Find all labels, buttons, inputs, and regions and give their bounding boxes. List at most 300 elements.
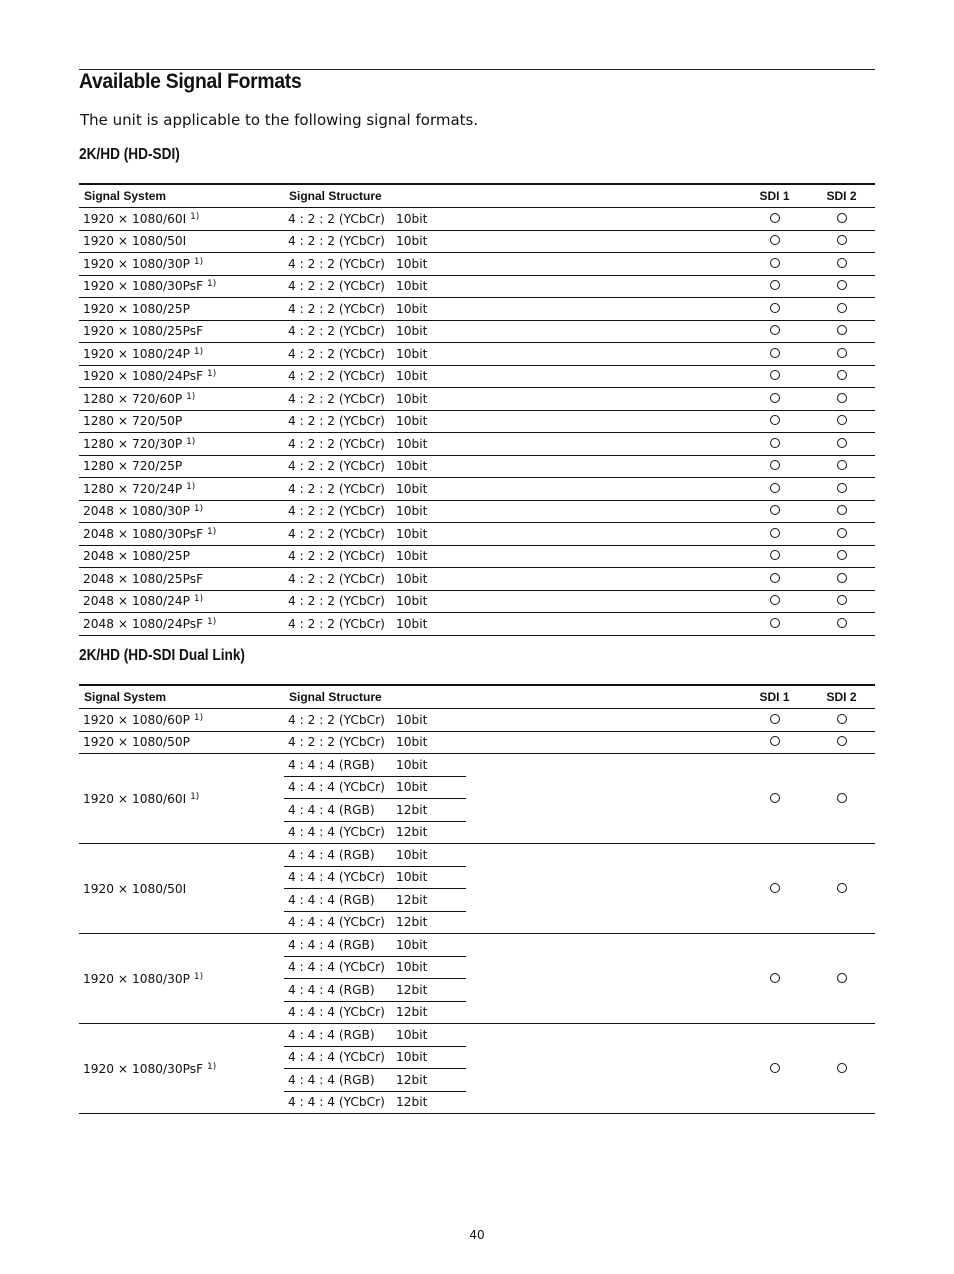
signal-system-cell (79, 523, 284, 546)
sdi2-cell (808, 230, 875, 253)
bit-depth-cell: 10bit (392, 754, 466, 777)
signal-structure-cell: 4 : 4 : 4 (YCbCr) (284, 956, 392, 979)
spacer-cell (466, 433, 741, 456)
table-row (79, 844, 875, 867)
signal-system-cell (79, 478, 284, 501)
signal-structure-cell: 4 : 2 : 2 (YCbCr) (288, 571, 385, 586)
sdi1-cell (741, 478, 808, 501)
sdi1-cell (741, 298, 808, 321)
signal-structure-cell: 4 : 2 : 2 (YCbCr) (288, 594, 385, 609)
circle-icon (837, 303, 847, 313)
sdi1-cell (741, 590, 808, 613)
signal-system-text: 1920 × 1080/30PsF (83, 1061, 204, 1076)
circle-icon (837, 438, 847, 448)
bit-depth-cell: 10bit (396, 436, 428, 451)
sdi1-cell (741, 253, 808, 276)
sdi1-cell (741, 844, 808, 934)
signal-structure-cell: 4 : 2 : 2 (YCbCr) (288, 526, 385, 541)
circle-icon (837, 550, 847, 560)
section-heading-dual-link: 2K/HD (HD-SDI Dual Link) (79, 647, 245, 664)
footnote-marker: 1) (193, 712, 204, 723)
table-row (79, 478, 875, 501)
footnote-marker: 1) (186, 436, 196, 447)
signal-system-cell (79, 298, 284, 321)
signal-system-cell (79, 1024, 284, 1114)
bit-depth-cell: 10bit (392, 1024, 466, 1047)
signal-structure-cell: 4 : 4 : 4 (YCbCr) (284, 1046, 392, 1069)
circle-icon (837, 370, 847, 380)
sdi1-cell (741, 731, 808, 754)
sdi2-cell (808, 455, 875, 478)
signal-structure-cell: 4 : 4 : 4 (RGB) (284, 1024, 392, 1047)
bit-depth-cell: 10bit (396, 324, 428, 339)
circle-icon (770, 438, 780, 448)
sdi2-cell (808, 1024, 875, 1114)
signal-system-cell (79, 343, 284, 366)
sdi2-cell (808, 343, 875, 366)
signal-system-cell (79, 320, 284, 343)
bit-depth-cell: 10bit (392, 776, 466, 799)
sdi1-cell (741, 568, 808, 591)
signal-structure-cell: 4 : 4 : 4 (RGB) (284, 1069, 392, 1092)
signal-system-cell (79, 433, 284, 456)
signal-system-cell (79, 388, 284, 411)
bit-depth-cell: 10bit (396, 526, 428, 541)
signal-structure-cell: 4 : 4 : 4 (RGB) (284, 799, 392, 822)
signal-structure-cell: 4 : 4 : 4 (RGB) (284, 934, 392, 957)
sdi2-cell (808, 410, 875, 433)
circle-icon (837, 973, 847, 983)
signal-system-cell (79, 590, 284, 613)
sdi2-cell (808, 433, 875, 456)
signal-system-text: 1920 × 1080/30P (83, 256, 190, 271)
spacer-cell (466, 1024, 741, 1114)
sdi1-cell (741, 343, 808, 366)
signal-system-text: 2048 × 1080/30PsF (83, 526, 204, 541)
signal-system-cell (79, 709, 284, 732)
circle-icon (770, 573, 780, 583)
intro-text: The unit is applicable to the following signal formats. (80, 111, 479, 129)
signal-structure-cell: 4 : 4 : 4 (YCbCr) (288, 1005, 385, 1020)
signal-system-text: 1920 × 1080/60P (83, 712, 190, 727)
circle-icon (770, 973, 780, 983)
table-row (79, 1024, 875, 1047)
sdi2-cell (808, 478, 875, 501)
signal-system-text: 2048 × 1080/25PsF (83, 571, 204, 586)
bit-depth-cell: 10bit (396, 369, 428, 384)
dual-link-table (79, 684, 875, 1114)
sdi2-cell (808, 613, 875, 636)
signal-structure-cell: 4 : 2 : 2 (YCbCr) (288, 301, 385, 316)
signal-structure-cell: 4 : 2 : 2 (YCbCr) (288, 369, 385, 384)
spacer-cell (466, 590, 741, 613)
spacer-cell (466, 844, 741, 934)
signal-system-text: 1280 × 720/60P (83, 391, 183, 406)
header-signal-structure: Signal Structure (289, 690, 382, 704)
signal-structure-cell: 4 : 2 : 2 (YCbCr) (288, 481, 385, 496)
table-row (79, 754, 875, 777)
sdi2-cell (808, 590, 875, 613)
spacer-cell (466, 365, 741, 388)
signal-structure-cell: 4 : 2 : 2 (YCbCr) (288, 616, 385, 631)
circle-icon (770, 793, 780, 803)
signal-structure-cell: 4 : 2 : 2 (YCbCr) (288, 279, 385, 294)
bit-depth-cell: 10bit (392, 866, 466, 889)
sdi1-cell (741, 388, 808, 411)
spacer-cell (466, 208, 741, 231)
footnote-marker: 1) (186, 481, 196, 492)
spacer-cell (466, 731, 741, 754)
circle-icon (770, 370, 780, 380)
signal-structure-cell: 4 : 2 : 2 (YCbCr) (288, 504, 385, 519)
table-row (79, 253, 875, 276)
circle-icon (837, 505, 847, 515)
table-row (79, 208, 875, 231)
sdi2-cell (808, 568, 875, 591)
sdi2-cell (808, 320, 875, 343)
footnote-marker: 1) (206, 279, 217, 290)
circle-icon (837, 595, 847, 605)
signal-structure-cell: 4 : 2 : 2 (YCbCr) (288, 414, 385, 429)
circle-icon (837, 325, 847, 335)
circle-icon (837, 235, 847, 245)
circle-icon (770, 280, 780, 290)
circle-icon (770, 393, 780, 403)
signal-system-text: 1920 × 1080/25PsF (83, 324, 204, 339)
circle-icon (770, 235, 780, 245)
page-number: 40 (469, 1228, 485, 1242)
table-row (79, 275, 875, 298)
signal-structure-cell: 4 : 2 : 2 (YCbCr) (288, 324, 385, 339)
signal-structure-cell: 4 : 2 : 2 (YCbCr) (288, 459, 385, 474)
signal-system-cell (79, 613, 284, 636)
signal-structure-cell: 4 : 4 : 4 (RGB) (284, 754, 392, 777)
circle-icon (837, 415, 847, 425)
signal-system-cell (79, 545, 284, 568)
table-row (79, 523, 875, 546)
circle-icon (770, 714, 780, 724)
bit-depth-cell: 10bit (396, 594, 428, 609)
header-sdi2: SDI 2 (826, 690, 857, 704)
spacer-cell (466, 275, 741, 298)
sdi2-cell (808, 275, 875, 298)
bit-depth-cell: 10bit (396, 346, 428, 361)
table-row (79, 934, 875, 957)
table-row (79, 388, 875, 411)
sdi1-cell (741, 1024, 808, 1114)
bit-depth-cell: 12bit (392, 979, 466, 1002)
circle-icon (770, 415, 780, 425)
table-row (79, 613, 875, 636)
signal-system-text: 1920 × 1080/50P (83, 735, 190, 750)
bit-depth-cell: 10bit (396, 301, 428, 316)
signal-system-text: 2048 × 1080/25P (83, 549, 190, 564)
circle-icon (837, 1063, 847, 1073)
signal-system-text: 1920 × 1080/24P (83, 346, 190, 361)
signal-system-text: 1920 × 1080/30P (83, 971, 190, 986)
bit-depth-cell: 10bit (396, 481, 428, 496)
signal-system-cell (79, 754, 284, 844)
circle-icon (770, 348, 780, 358)
bit-depth-cell: 10bit (396, 256, 428, 271)
spacer-cell (466, 545, 741, 568)
sdi2-cell (808, 208, 875, 231)
sdi1-cell (741, 208, 808, 231)
signal-structure-cell: 4 : 4 : 4 (YCbCr) (284, 776, 392, 799)
circle-icon (837, 883, 847, 893)
sdi1-cell (741, 934, 808, 1024)
sdi1-cell (741, 365, 808, 388)
table-row (79, 500, 875, 523)
signal-system-text: 1920 × 1080/60I (83, 211, 187, 226)
signal-structure-cell: 4 : 2 : 2 (YCbCr) (288, 256, 385, 271)
circle-icon (837, 793, 847, 803)
spacer-cell (466, 253, 741, 276)
signal-structure-cell: 4 : 2 : 2 (YCbCr) (288, 391, 385, 406)
footnote-marker: 1) (193, 594, 204, 605)
signal-system-text: 2048 × 1080/30P (83, 504, 190, 519)
spacer-cell (466, 343, 741, 366)
bit-depth-cell: 12bit (396, 1005, 428, 1020)
table-row (79, 568, 875, 591)
bit-depth-cell: 12bit (392, 889, 466, 912)
hd-sdi-table (79, 183, 875, 636)
table-row (79, 433, 875, 456)
signal-system-cell (79, 455, 284, 478)
circle-icon (770, 460, 780, 470)
circle-icon (770, 883, 780, 893)
signal-structure-cell: 4 : 4 : 4 (RGB) (284, 844, 392, 867)
bit-depth-cell: 10bit (396, 549, 428, 564)
circle-icon (837, 213, 847, 223)
header-sdi1: SDI 1 (759, 189, 790, 203)
signal-system-cell (79, 365, 284, 388)
footnote-marker: 1) (206, 369, 217, 380)
table-row (79, 455, 875, 478)
circle-icon (837, 618, 847, 628)
circle-icon (770, 303, 780, 313)
bit-depth-cell: 12bit (396, 825, 428, 840)
bit-depth-cell: 10bit (392, 934, 466, 957)
bit-depth-cell: 10bit (396, 459, 428, 474)
bit-depth-cell: 10bit (396, 391, 428, 406)
circle-icon (770, 550, 780, 560)
table-header-row (79, 685, 875, 709)
bit-depth-cell: 10bit (392, 956, 466, 979)
signal-system-cell (79, 844, 284, 934)
bit-depth-cell: 12bit (396, 1095, 428, 1110)
table-header-row (79, 184, 875, 208)
circle-icon (770, 483, 780, 493)
bit-depth-cell: 10bit (396, 414, 428, 429)
footnote-marker: 1) (206, 616, 217, 627)
signal-structure-cell: 4 : 4 : 4 (RGB) (284, 889, 392, 912)
circle-icon (770, 325, 780, 335)
signal-structure-cell: 4 : 4 : 4 (YCbCr) (288, 915, 385, 930)
spacer-cell (466, 298, 741, 321)
circle-icon (837, 528, 847, 538)
signal-structure-cell: 4 : 4 : 4 (YCbCr) (288, 825, 385, 840)
spacer-cell (466, 230, 741, 253)
spacer-cell (466, 709, 741, 732)
circle-icon (770, 505, 780, 515)
footnote-marker: 1) (193, 346, 204, 357)
signal-system-cell (79, 731, 284, 754)
footnote-marker: 1) (186, 391, 196, 402)
bit-depth-cell: 10bit (396, 712, 428, 727)
header-sdi1: SDI 1 (759, 690, 790, 704)
signal-structure-cell: 4 : 2 : 2 (YCbCr) (288, 436, 385, 451)
table-row (79, 410, 875, 433)
bit-depth-cell: 10bit (396, 279, 428, 294)
spacer-cell (466, 410, 741, 433)
sdi1-cell (741, 500, 808, 523)
spacer-cell (466, 523, 741, 546)
sdi1-cell (741, 709, 808, 732)
circle-icon (770, 1063, 780, 1073)
signal-system-text: 1920 × 1080/24PsF (83, 369, 204, 384)
circle-icon (770, 258, 780, 268)
sdi2-cell (808, 500, 875, 523)
footnote-marker: 1) (190, 791, 200, 802)
header-sdi2: SDI 2 (826, 189, 857, 203)
bit-depth-cell: 12bit (396, 915, 428, 930)
bit-depth-cell: 10bit (396, 571, 428, 586)
table-row (79, 343, 875, 366)
sdi1-cell (741, 433, 808, 456)
sdi2-cell (808, 934, 875, 1024)
sdi1-cell (741, 754, 808, 844)
spacer-cell (466, 568, 741, 591)
signal-structure-cell: 4 : 4 : 4 (YCbCr) (284, 866, 392, 889)
header-signal-system: Signal System (84, 189, 167, 203)
sdi2-cell (808, 844, 875, 934)
circle-icon (770, 618, 780, 628)
bit-depth-cell: 10bit (396, 504, 428, 519)
signal-system-text: 1920 × 1080/25P (83, 301, 190, 316)
footnote-marker: 1) (206, 1061, 217, 1072)
signal-structure-cell: 4 : 2 : 2 (YCbCr) (288, 346, 385, 361)
signal-structure-cell: 4 : 2 : 2 (YCbCr) (288, 735, 385, 750)
signal-system-text: 1920 × 1080/50I (83, 234, 187, 249)
signal-structure-cell: 4 : 2 : 2 (YCbCr) (288, 211, 385, 226)
sdi2-cell (808, 298, 875, 321)
spacer-cell (466, 478, 741, 501)
signal-system-cell (79, 500, 284, 523)
spacer-cell (466, 455, 741, 478)
bit-depth-cell: 10bit (396, 211, 428, 226)
sdi1-cell (741, 455, 808, 478)
table-row (79, 731, 875, 754)
sdi2-cell (808, 754, 875, 844)
footnote-marker: 1) (190, 211, 200, 222)
signal-system-cell (79, 275, 284, 298)
signal-structure-cell: 4 : 4 : 4 (YCbCr) (288, 1095, 385, 1110)
circle-icon (770, 213, 780, 223)
spacer-cell (466, 388, 741, 411)
signal-system-text: 1920 × 1080/60I (83, 791, 187, 806)
signal-structure-cell: 4 : 2 : 2 (YCbCr) (288, 234, 385, 249)
circle-icon (837, 280, 847, 290)
footnote-marker: 1) (193, 256, 204, 267)
sdi1-cell (741, 545, 808, 568)
spacer-cell (466, 320, 741, 343)
signal-system-text: 2048 × 1080/24P (83, 594, 190, 609)
signal-system-text: 2048 × 1080/24PsF (83, 616, 204, 631)
circle-icon (770, 736, 780, 746)
footnote-marker: 1) (193, 971, 204, 982)
page-title: Available Signal Formats (79, 70, 302, 93)
bit-depth-cell: 10bit (396, 234, 428, 249)
table-row (79, 590, 875, 613)
sdi1-cell (741, 410, 808, 433)
signal-system-cell (79, 568, 284, 591)
sdi1-cell (741, 320, 808, 343)
sdi2-cell (808, 545, 875, 568)
header-signal-system: Signal System (84, 690, 167, 704)
signal-structure-cell: 4 : 2 : 2 (YCbCr) (288, 549, 385, 564)
table-row (79, 545, 875, 568)
circle-icon (837, 348, 847, 358)
signal-system-text: 1280 × 720/30P (83, 436, 183, 451)
sdi1-cell (741, 275, 808, 298)
table-row (79, 298, 875, 321)
signal-system-text: 1280 × 720/25P (83, 459, 183, 474)
table-row (79, 365, 875, 388)
sdi1-cell (741, 523, 808, 546)
sdi2-cell (808, 523, 875, 546)
circle-icon (837, 460, 847, 470)
sdi1-cell (741, 613, 808, 636)
bit-depth-cell: 12bit (392, 1069, 466, 1092)
sdi1-cell (741, 230, 808, 253)
signal-system-cell (79, 208, 284, 231)
sdi2-cell (808, 731, 875, 754)
circle-icon (770, 595, 780, 605)
sdi2-cell (808, 388, 875, 411)
spacer-cell (466, 754, 741, 844)
signal-system-cell (79, 253, 284, 276)
signal-structure-cell: 4 : 4 : 4 (RGB) (284, 979, 392, 1002)
footnote-marker: 1) (193, 504, 204, 515)
sdi2-cell (808, 709, 875, 732)
table-row (79, 320, 875, 343)
bit-depth-cell: 10bit (392, 844, 466, 867)
signal-structure-cell: 4 : 2 : 2 (YCbCr) (288, 712, 385, 727)
bit-depth-cell: 10bit (396, 735, 428, 750)
signal-system-cell (79, 410, 284, 433)
circle-icon (770, 528, 780, 538)
header-signal-structure: Signal Structure (289, 189, 382, 203)
spacer-cell (466, 500, 741, 523)
circle-icon (837, 714, 847, 724)
circle-icon (837, 736, 847, 746)
signal-system-cell (79, 230, 284, 253)
circle-icon (837, 573, 847, 583)
spacer-cell (466, 613, 741, 636)
circle-icon (837, 483, 847, 493)
signal-system-text: 1280 × 720/24P (83, 481, 183, 496)
table-row (79, 230, 875, 253)
table-row (79, 709, 875, 732)
bit-depth-cell: 10bit (392, 1046, 466, 1069)
section-heading-hd-sdi: 2K/HD (HD-SDI) (79, 146, 180, 163)
bit-depth-cell: 12bit (392, 799, 466, 822)
footnote-marker: 1) (206, 526, 217, 537)
signal-system-text: 1920 × 1080/30PsF (83, 279, 204, 294)
circle-icon (837, 258, 847, 268)
circle-icon (837, 393, 847, 403)
